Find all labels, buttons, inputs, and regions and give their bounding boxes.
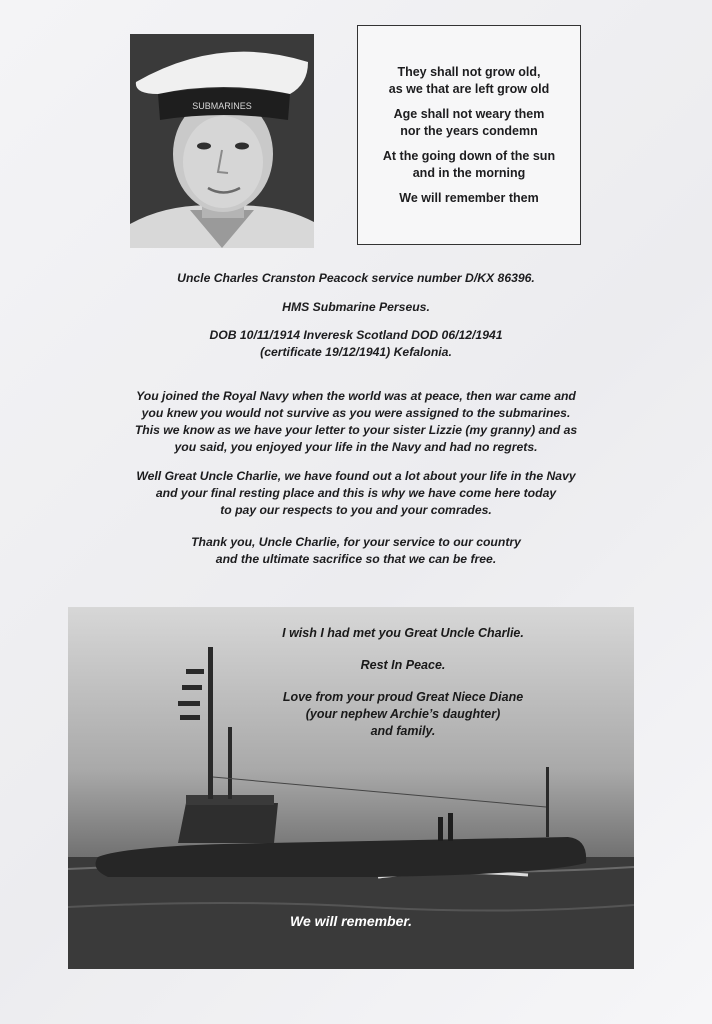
- photo-caption: We will remember.: [290, 913, 412, 929]
- certificate-line: (certificate 19/12/1941) Kefalonia.: [260, 345, 452, 359]
- dob-dod-line: DOB 10/11/1914 Inveresk Scotland DOD 06/12/1941: [209, 328, 503, 342]
- submarine-photo: [68, 607, 634, 969]
- poem-stanza-1: They shall not grow old, as we that are left grow old: [388, 64, 550, 96]
- photo-message: [238, 625, 568, 755]
- poem-stanza-2: Age shall not weary them nor the years condemn: [393, 106, 545, 138]
- service-info: [40, 270, 672, 287]
- tribute-paragraph-2: Well Great Uncle Charlie, we have found out a lot about your life in the Navy and your final resting place and this is why we have come here today to pay our respects to you and your comrades.: [136, 469, 576, 517]
- dates-info: [40, 327, 672, 361]
- remembrance-poem-box: [357, 25, 581, 245]
- sailor-portrait-illustration: [130, 34, 314, 248]
- rest-in-peace-line: Rest In Peace.: [360, 658, 446, 672]
- love-from-line: Love from your proud Great Niece Diane (your nephew Archie’s daughter) and family.: [282, 690, 524, 738]
- cap-band-text: SUBMARINES: [192, 101, 252, 111]
- submarine-name-line: HMS Submarine Perseus.: [282, 300, 430, 314]
- tribute-paragraph-1: You joined the Royal Navy when the world was at peace, then war came and you knew you would not survive as you were assigned to the submarines. This we know as we have your letter to your sister Lizzie (my granny) and as you said, you enjoyed your life in the Navy and had no regrets.: [134, 389, 578, 454]
- service-number-line: Uncle Charles Cranston Peacock service number D/KX 86396.: [177, 271, 535, 285]
- poem-stanza-3: At the going down of the sun and in the morning: [382, 148, 556, 180]
- poem-stanza-4: We will remember them: [399, 190, 539, 205]
- wish-line: I wish I had met you Great Uncle Charlie.: [282, 626, 524, 640]
- tribute-paragraph-3: Thank you, Uncle Charlie, for your service to our country and the ultimate sacrifice so that we can be free.: [191, 535, 521, 566]
- sailor-portrait-photo: [130, 34, 314, 248]
- submarine-info: [40, 299, 672, 316]
